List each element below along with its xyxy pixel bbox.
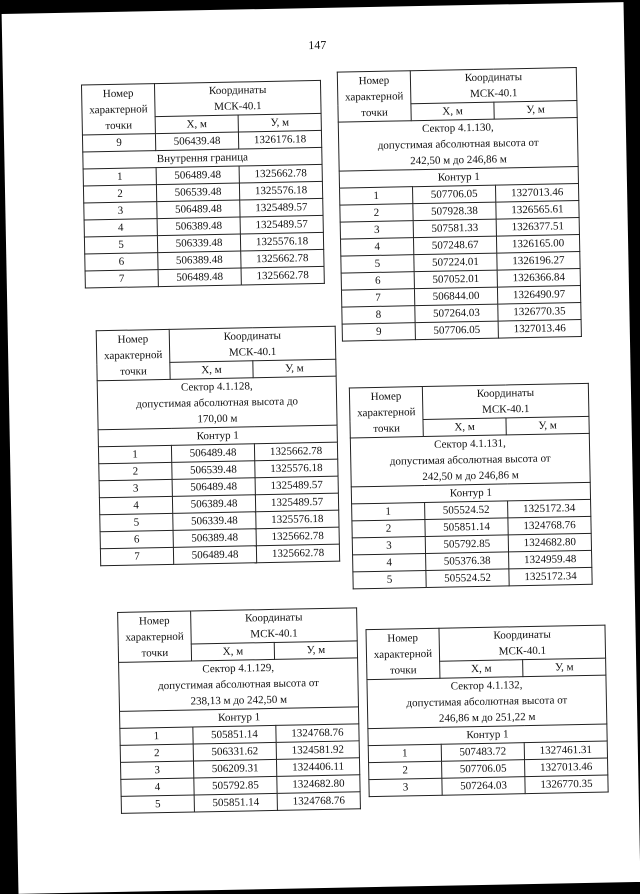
header-y: У, м [238, 113, 321, 132]
table-row: 7 506489.48 1325662.78 [100, 544, 339, 566]
header-x: X, м [170, 361, 253, 380]
table-row: 3 506489.48 1325489.57 [99, 476, 338, 498]
header-point-number: Номер характерной точки [337, 71, 411, 122]
contour-label: Контур 1 [351, 482, 590, 504]
section-title: Внутрення граница [83, 147, 322, 169]
header-point-number: Номер характерной точки [81, 84, 155, 135]
table-row: 3 506489.48 1325489.57 [84, 198, 323, 220]
header-x: X, м [411, 102, 494, 121]
page-number: 147 [308, 37, 327, 53]
sector-title: Сектор 4.1.128, допустимая абсолютная высота до 170,00 м [97, 376, 337, 430]
header-coordinates: Координаты МСК-40.1 [439, 625, 606, 661]
sector-title: Сектор 4.1.130, допустимая абсолютная высота от 242,50 м до 246,86 м [338, 118, 578, 172]
contour-label: Контур 1 [339, 167, 578, 189]
header-y: У, м [506, 416, 589, 435]
header-y: У, м [274, 641, 357, 660]
header-y: У, м [253, 359, 336, 378]
table-row: 3 507581.33 1326377.51 [340, 218, 579, 240]
table-row: 9 507706.05 1327013.46 [342, 319, 581, 341]
coord-table-sector-4-1-129 [117, 607, 361, 814]
table-row: 6 506389.48 1325662.78 [85, 249, 324, 271]
header-point-number: Номер характерной точки [118, 611, 192, 662]
sector-title: Сектор 4.1.129, допустимая абсолютная высота от 238,13 м до 242,50 м [119, 658, 359, 712]
table-row: 6 506389.48 1325662.78 [100, 527, 339, 549]
table-row: 2 506539.48 1325576.18 [83, 181, 322, 203]
table-row: 3 507264.03 1326770.35 [369, 775, 608, 797]
table-row: 1 505851.14 1324768.76 [120, 724, 359, 746]
table-row: 5 506339.48 1325576.18 [100, 510, 339, 532]
header-x: X, м [191, 642, 274, 661]
header-y: У, м [494, 101, 577, 120]
table-row: 3 506209.31 1324406.11 [120, 758, 359, 780]
table-row: 2 506539.48 1325576.18 [99, 459, 338, 481]
table-row: 7 506844.00 1326490.97 [341, 285, 580, 307]
table-row: 2 505851.14 1324768.76 [352, 516, 591, 538]
table-row: 2 507928.38 1326565.61 [340, 201, 579, 223]
coord-table-sector-4-1-130 [337, 67, 582, 342]
header-x: X, м [423, 418, 506, 437]
header-coordinates: Координаты МСК-40.1 [169, 326, 336, 362]
table-row: 1 507706.05 1327013.46 [340, 184, 579, 206]
table-row: 7 506489.48 1325662.78 [85, 266, 324, 288]
table-row: 1 505524.52 1325172.34 [352, 499, 591, 521]
header-coordinates: Координаты МСК-40.1 [422, 383, 589, 419]
coord-table-inner-boundary [81, 80, 325, 289]
header-point-number: Номер характерной точки [366, 628, 440, 679]
document-page [2, 2, 640, 894]
coord-table-sector-4-1-132 [365, 625, 608, 798]
header-point-number: Номер характерной точки [349, 387, 423, 438]
table-row: 2 506331.62 1324581.92 [120, 741, 359, 763]
header-x: X, м [440, 660, 523, 679]
header-x: X, м [155, 115, 238, 134]
contour-label: Контур 1 [368, 724, 607, 746]
table-row: 4 507248.67 1326165.00 [340, 234, 579, 256]
header-coordinates: Координаты МСК-40.1 [410, 68, 577, 104]
table-row: 4 505376.38 1324959.48 [353, 550, 592, 572]
table-row: 5 506339.48 1325576.18 [84, 232, 323, 254]
header-coordinates: Координаты МСК-40.1 [191, 608, 358, 644]
header-point-number: Номер характерной точки [96, 329, 170, 380]
contour-label: Контур 1 [120, 707, 359, 729]
table-row: 1 506489.48 1325662.78 [83, 164, 322, 186]
sector-title: Сектор 4.1.132, допустимая абсолютная высота от 246,86 м до 251,22 м [367, 675, 607, 729]
table-row: 9 506439.48 1326176.18 [82, 130, 321, 152]
table-row: 5 505524.52 1325172.34 [353, 567, 592, 589]
table-row: 3 505792.85 1324682.80 [352, 533, 591, 555]
table-row: 4 506389.48 1325489.57 [84, 215, 323, 237]
coord-table-sector-4-1-131 [349, 383, 593, 590]
table-row: 6 507052.01 1326366.84 [341, 268, 580, 290]
table-row: 8 507264.03 1326770.35 [342, 302, 581, 324]
table-row: 1 507483.72 1327461.31 [368, 741, 607, 763]
header-coordinates: Координаты МСК-40.1 [154, 80, 321, 116]
table-row: 1 506489.48 1325662.78 [98, 442, 337, 464]
table-row: 4 505792.85 1324682.80 [121, 775, 360, 797]
table-row: 4 506389.48 1325489.57 [99, 493, 338, 515]
contour-label: Контур 1 [98, 425, 337, 447]
sector-title: Сектор 4.1.131, допустимая абсолютная высота от 242,50 м до 246,86 м [350, 433, 590, 487]
table-row: 5 507224.01 1326196.27 [341, 251, 580, 273]
coord-table-sector-4-1-128 [96, 326, 340, 567]
table-row: 2 507706.05 1327013.46 [369, 758, 608, 780]
header-y: У, м [523, 658, 606, 677]
table-row: 5 505851.14 1324768.76 [121, 792, 360, 814]
